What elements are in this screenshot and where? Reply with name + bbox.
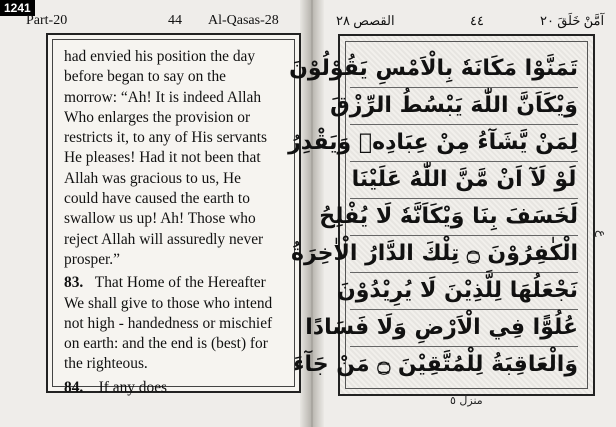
text-line: If any does: [98, 378, 168, 396]
verse-84: [18, 378, 286, 398]
arabic-line: لِمَنْ يَّشَآءُ مِنْ عِبَادِهٖ وَيَقْدِرُ: [350, 124, 578, 162]
left-page-header: [20, 13, 290, 31]
surah-label: Al-Qasas-28: [208, 13, 279, 28]
page-number: 44: [168, 13, 182, 28]
text-line: He pleases! Had it not been that: [64, 149, 261, 167]
arabic-line: نَجْعَلُهَا لِلَّذِيْنَ لَا يُرِيْدُوْنَ: [350, 272, 578, 310]
text-line: That Home of the Hereafter: [94, 274, 266, 292]
text-line: reject Allah will assuredly never: [64, 230, 264, 248]
arabic-line: تَمَنَّوْا مَكَانَهٗ بِالْاَمْسِ يَقُوْلُوْنَ: [350, 50, 578, 88]
text-line: on earth: and the end is (best) for: [64, 335, 268, 353]
text-line: prosper.”: [64, 250, 120, 268]
left-page-text: [18, 47, 286, 398]
text-line: restricts it, to any of His servants: [64, 129, 268, 147]
text-line: had envied his position the day: [64, 48, 256, 65]
surah-label-arabic: القصص ٢٨: [336, 13, 395, 28]
arabic-line: وَالْعَاقِبَةُ لِلْمُتَّقِيْنَ ۝ مَنْ جَآءَ: [293, 352, 578, 377]
arabic-line: وَيْكَاَنَّ اللّٰهَ يَبْسُطُ الرِّزْقَ: [350, 87, 578, 125]
ruku-mark: ع: [595, 230, 609, 238]
part-label-arabic: آمَّنْ خَلَقَ ٢٠: [540, 13, 605, 28]
text-line: We shall give to those who intend: [64, 294, 273, 312]
page-number-arabic: ٤٤: [470, 13, 484, 28]
arabic-line: لَوْ لَآ اَنْ مَّنَّ اللّٰهُ عَلَيْنَا: [350, 161, 578, 199]
page-badge: 1241: [0, 0, 35, 16]
text-line: swallow us up! Ah! Those who: [64, 210, 256, 228]
arabic-line: الْكٰفِرُوْنَ ۝ تِلْكَ الدَّارُ الْاٰخِرَةُ: [350, 235, 578, 273]
arabic-line: لَخَسَفَ بِنَا وَيْكَاَنَّهٗ لَا يُفْلِحُ: [350, 198, 578, 236]
right-page-header: [330, 13, 606, 31]
manzil-footer: منزل ٥: [450, 394, 483, 407]
arabic-line: عُلُوًّا فِي الْاَرْضِ وَلَا فَسَادًا: [350, 309, 578, 347]
text-line: Who enlarges the provision or: [64, 108, 251, 126]
verse-83: [18, 273, 286, 293]
verse-number: 83.: [64, 274, 84, 292]
text-line: Allah was gracious to us, He: [64, 169, 241, 187]
text-line: morrow: “Ah! It is indeed Allah: [64, 88, 262, 106]
part-label: Part-20: [26, 13, 68, 28]
text-line: before began to say on the: [64, 68, 226, 86]
text-line: could have caused the earth to: [64, 190, 250, 208]
text-line: the righteous.: [64, 355, 148, 373]
verse-number: 84.: [64, 378, 84, 396]
text-line: not high - handedness or mischief: [64, 314, 273, 332]
